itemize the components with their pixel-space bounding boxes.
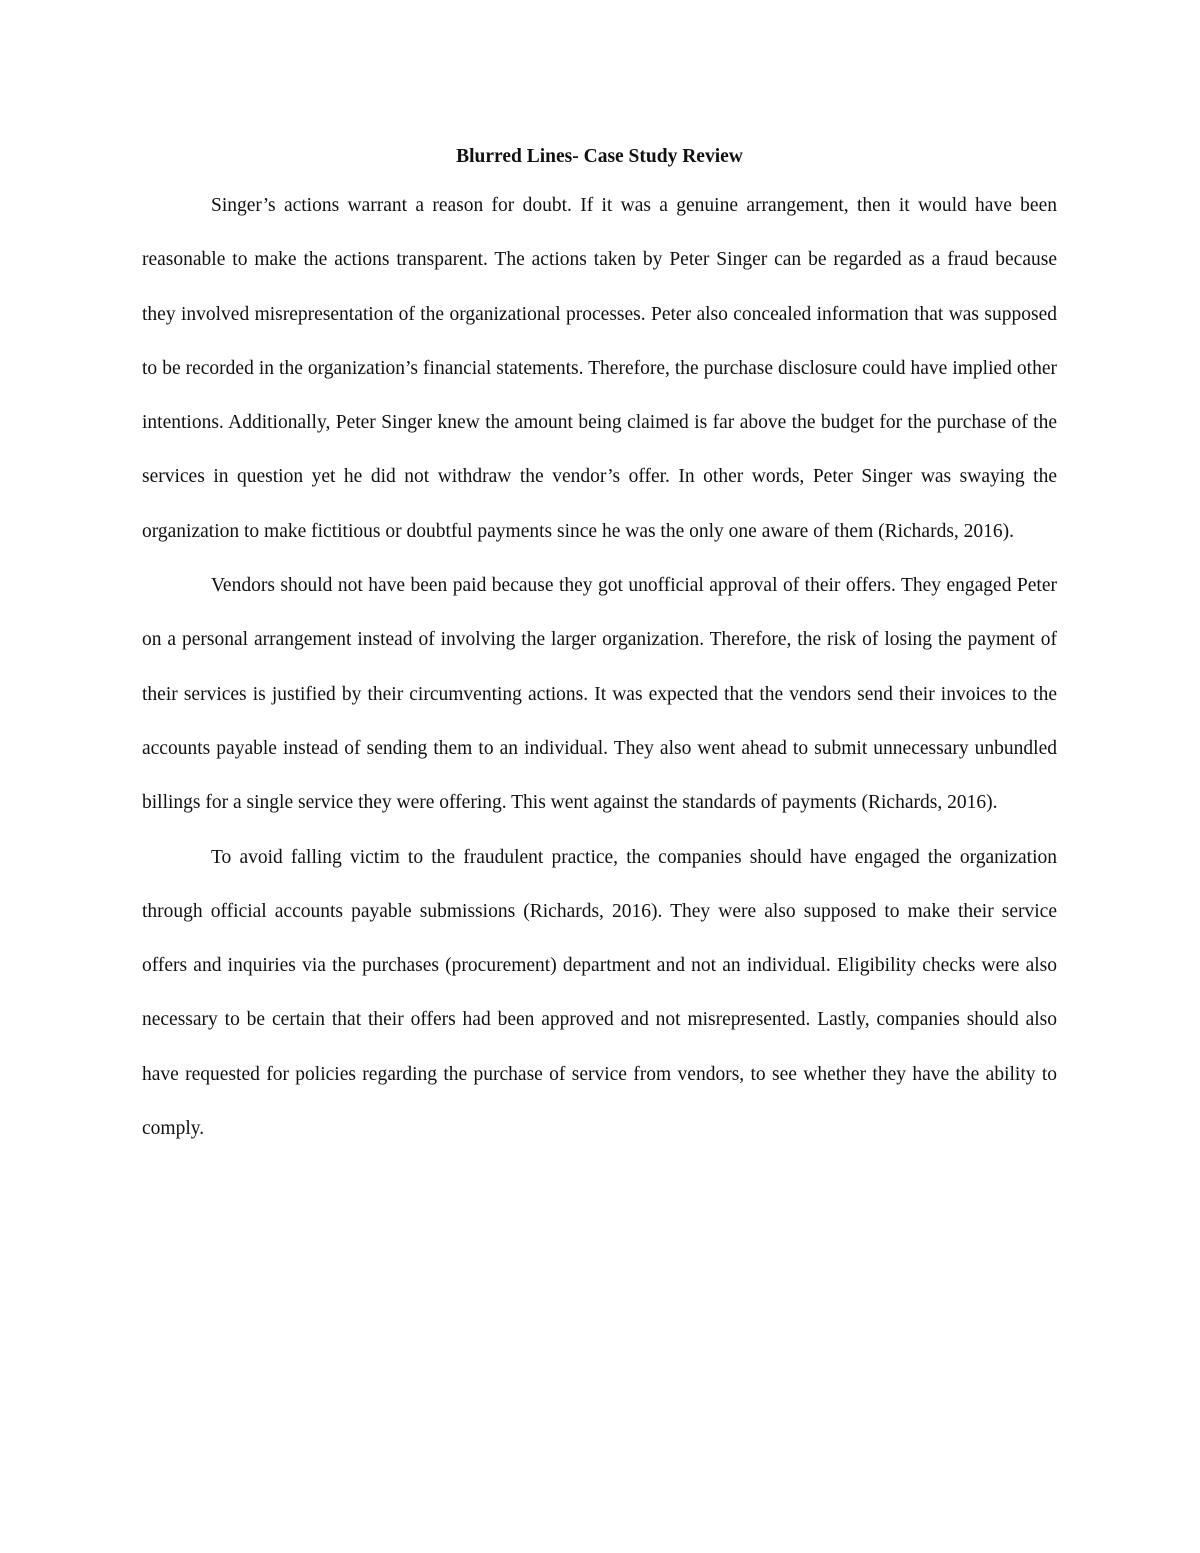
paragraph-1: Singer’s actions warrant a reason for doubt. If it was a genuine arrangement, then it would have been reasonable to make the actions transparent. The actions taken by Peter Singer can be regarded as a fraud because they involved misrepresentation of the organizational processes. Peter also concealed information that was supposed to be recorded in the organization’s financial statements. Therefore, the purchase disclosure could have implied other intentions. Additionally, Peter Singer knew the amount being claimed is far above the budget for the purchase of the services in question yet he did not withdraw the vendor’s offer. In other words, Peter Singer was swaying the organization to make fictitious or doubtful payments since he was the only one aware of them (Richards, 2016). [142,195,1057,542]
document-title: Blurred Lines- Case Study Review [456,146,743,167]
paragraph-3: To avoid falling victim to the fraudulent practice, the companies should have engaged the organization through official accounts payable submissions (Richards, 2016). They were also supposed to make their service offers and inquiries via the purchases (procurement) department and not an individual. Eligibility checks were also necessary to be certain that their offers had been approved and not misrepresented. Lastly, companies should also have requested for policies regarding the purchase of service from vendors, to see whether they have the ability to comply. [142,846,1057,1140]
paragraph-2: Vendors should not have been paid because they got unofficial approval of their offers. They engaged Peter on a personal arrangement instead of involving the larger organization. Therefore, the risk of losing the payment of their services is justified by their circumventing actions. It was expected that the vendors send their invoices to the accounts payable instead of sending them to an individual. They also went ahead to submit unnecessary unbundled billings for a single service they were offering. This went against the standards of payments (Richards, 2016). [142,575,1057,814]
document-body [142,135,1057,1156]
